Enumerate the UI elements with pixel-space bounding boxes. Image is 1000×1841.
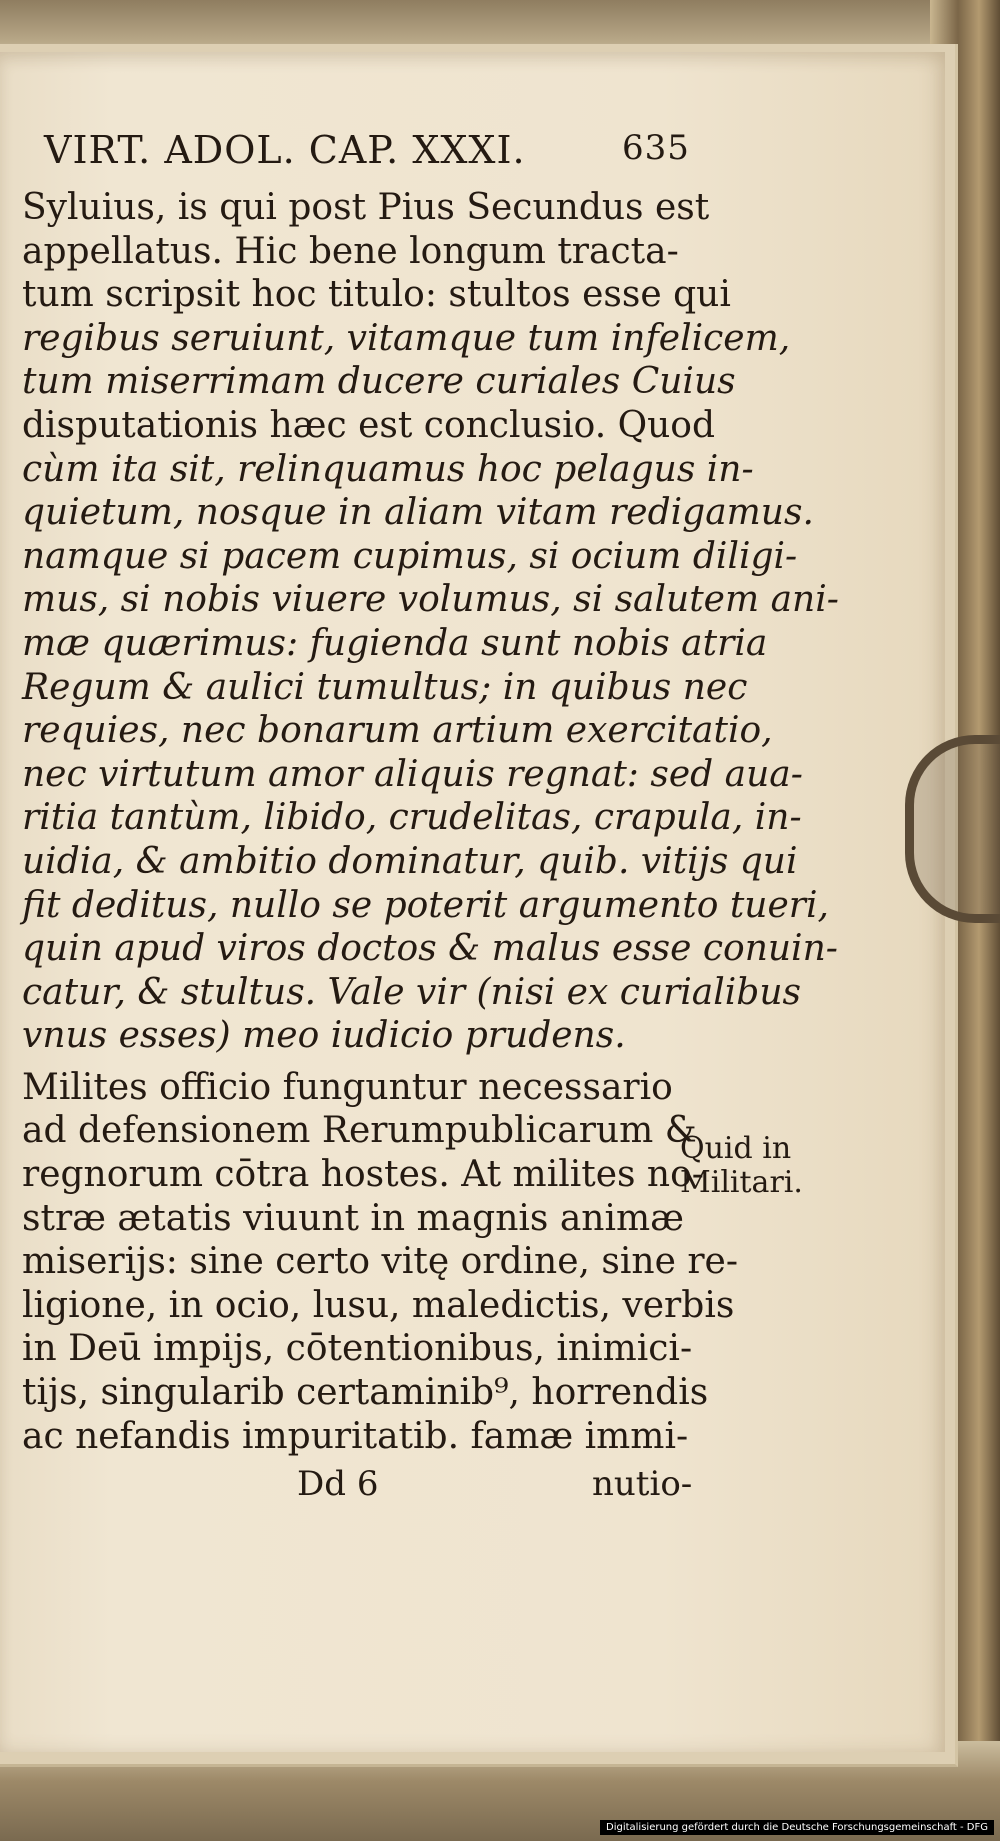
text-line: disputationis hæc est conclusio. Quod — [22, 404, 715, 446]
signature-mark: Dd 6 — [297, 1464, 379, 1505]
catchword: nutio- — [592, 1464, 693, 1505]
text-line: Milites officio funguntur necessario — [22, 1066, 673, 1108]
text-line: regibus seruiunt, vitamque tum infelicem, — [22, 317, 791, 359]
text-line: tum miserrimam ducere curiales Cuius — [22, 361, 736, 403]
text-line: quin apud viros doctos & malus esse conuin- — [22, 928, 838, 970]
book-clasp — [905, 735, 1000, 923]
text-line: tijs, singularib certaminib⁹, horrendis — [22, 1372, 709, 1414]
text-line: fit deditus, nullo se poterit argumento tueri, — [22, 884, 829, 926]
text-line: Regum & aulici tumultus; in quibus nec — [22, 666, 748, 708]
text-line: vnus esses) meo iudicio prudens. — [22, 1015, 626, 1057]
marginal-note-line-2: Militari. — [680, 1165, 803, 1200]
digitization-credit: Digitalisierung gefördert durch die Deutsche Forschungsgemeinschaft - DFG — [600, 1820, 994, 1835]
text-line: appellatus. Hic bene longum tracta- — [22, 230, 679, 272]
text-line: quietum, nosque in aliam vitam redigamus. — [22, 492, 814, 534]
page-number: 635 — [622, 128, 690, 168]
text-line: uidia, & ambitio dominatur, quib. vitijs qui — [22, 840, 798, 882]
text-line: nec virtutum amor aliquis regnat: sed aua- — [22, 753, 803, 795]
text-line: mus, si nobis viuere volumus, si salutem ani- — [22, 579, 839, 621]
text-line: namque si pacem cupimus, si ocium diligi- — [22, 535, 798, 577]
text-line: cùm ita sit, relinquamus hoc pelagus in- — [22, 448, 754, 490]
text-line: ligione, in ocio, lusu, maledictis, verbis — [22, 1284, 735, 1326]
text-line: ad defensionem Rerumpublicarum & — [22, 1110, 697, 1152]
text-line: ritia tantùm, libido, crudelitas, crapula, in- — [22, 797, 802, 839]
running-head: VIRT. ADOL. CAP. XXXI. — [44, 128, 526, 172]
marginal-note — [680, 1132, 860, 1200]
text-paragraph-1 — [22, 186, 839, 1058]
text-line: ac nefandis impuritatib. famæ immi- — [22, 1415, 689, 1457]
text-line: requies, nec bonarum artium exercitatio, — [22, 710, 773, 752]
text-line: tum scripsit hoc titulo: stultos esse qui — [22, 274, 731, 316]
text-line: regnorum cōtra hostes. At milites no- — [22, 1154, 704, 1196]
text-line: catur, & stultus. Vale vir (nisi ex curialibus — [22, 971, 801, 1013]
text-line: stræ ætatis viuunt in magnis animæ — [22, 1197, 684, 1239]
page-header — [22, 128, 690, 186]
text-line: miserijs: sine certo vitę ordine, sine re- — [22, 1241, 739, 1283]
marginal-note-line-1: Quid in — [680, 1131, 792, 1166]
text-line: in Deū impijs, cōtentionibus, inimici- — [22, 1328, 693, 1370]
page-footer — [22, 1464, 693, 1514]
text-line: Syluius, is qui post Pius Secundus est — [22, 187, 710, 228]
text-line: mæ quærimus: fugienda sunt nobis atria — [22, 622, 768, 664]
